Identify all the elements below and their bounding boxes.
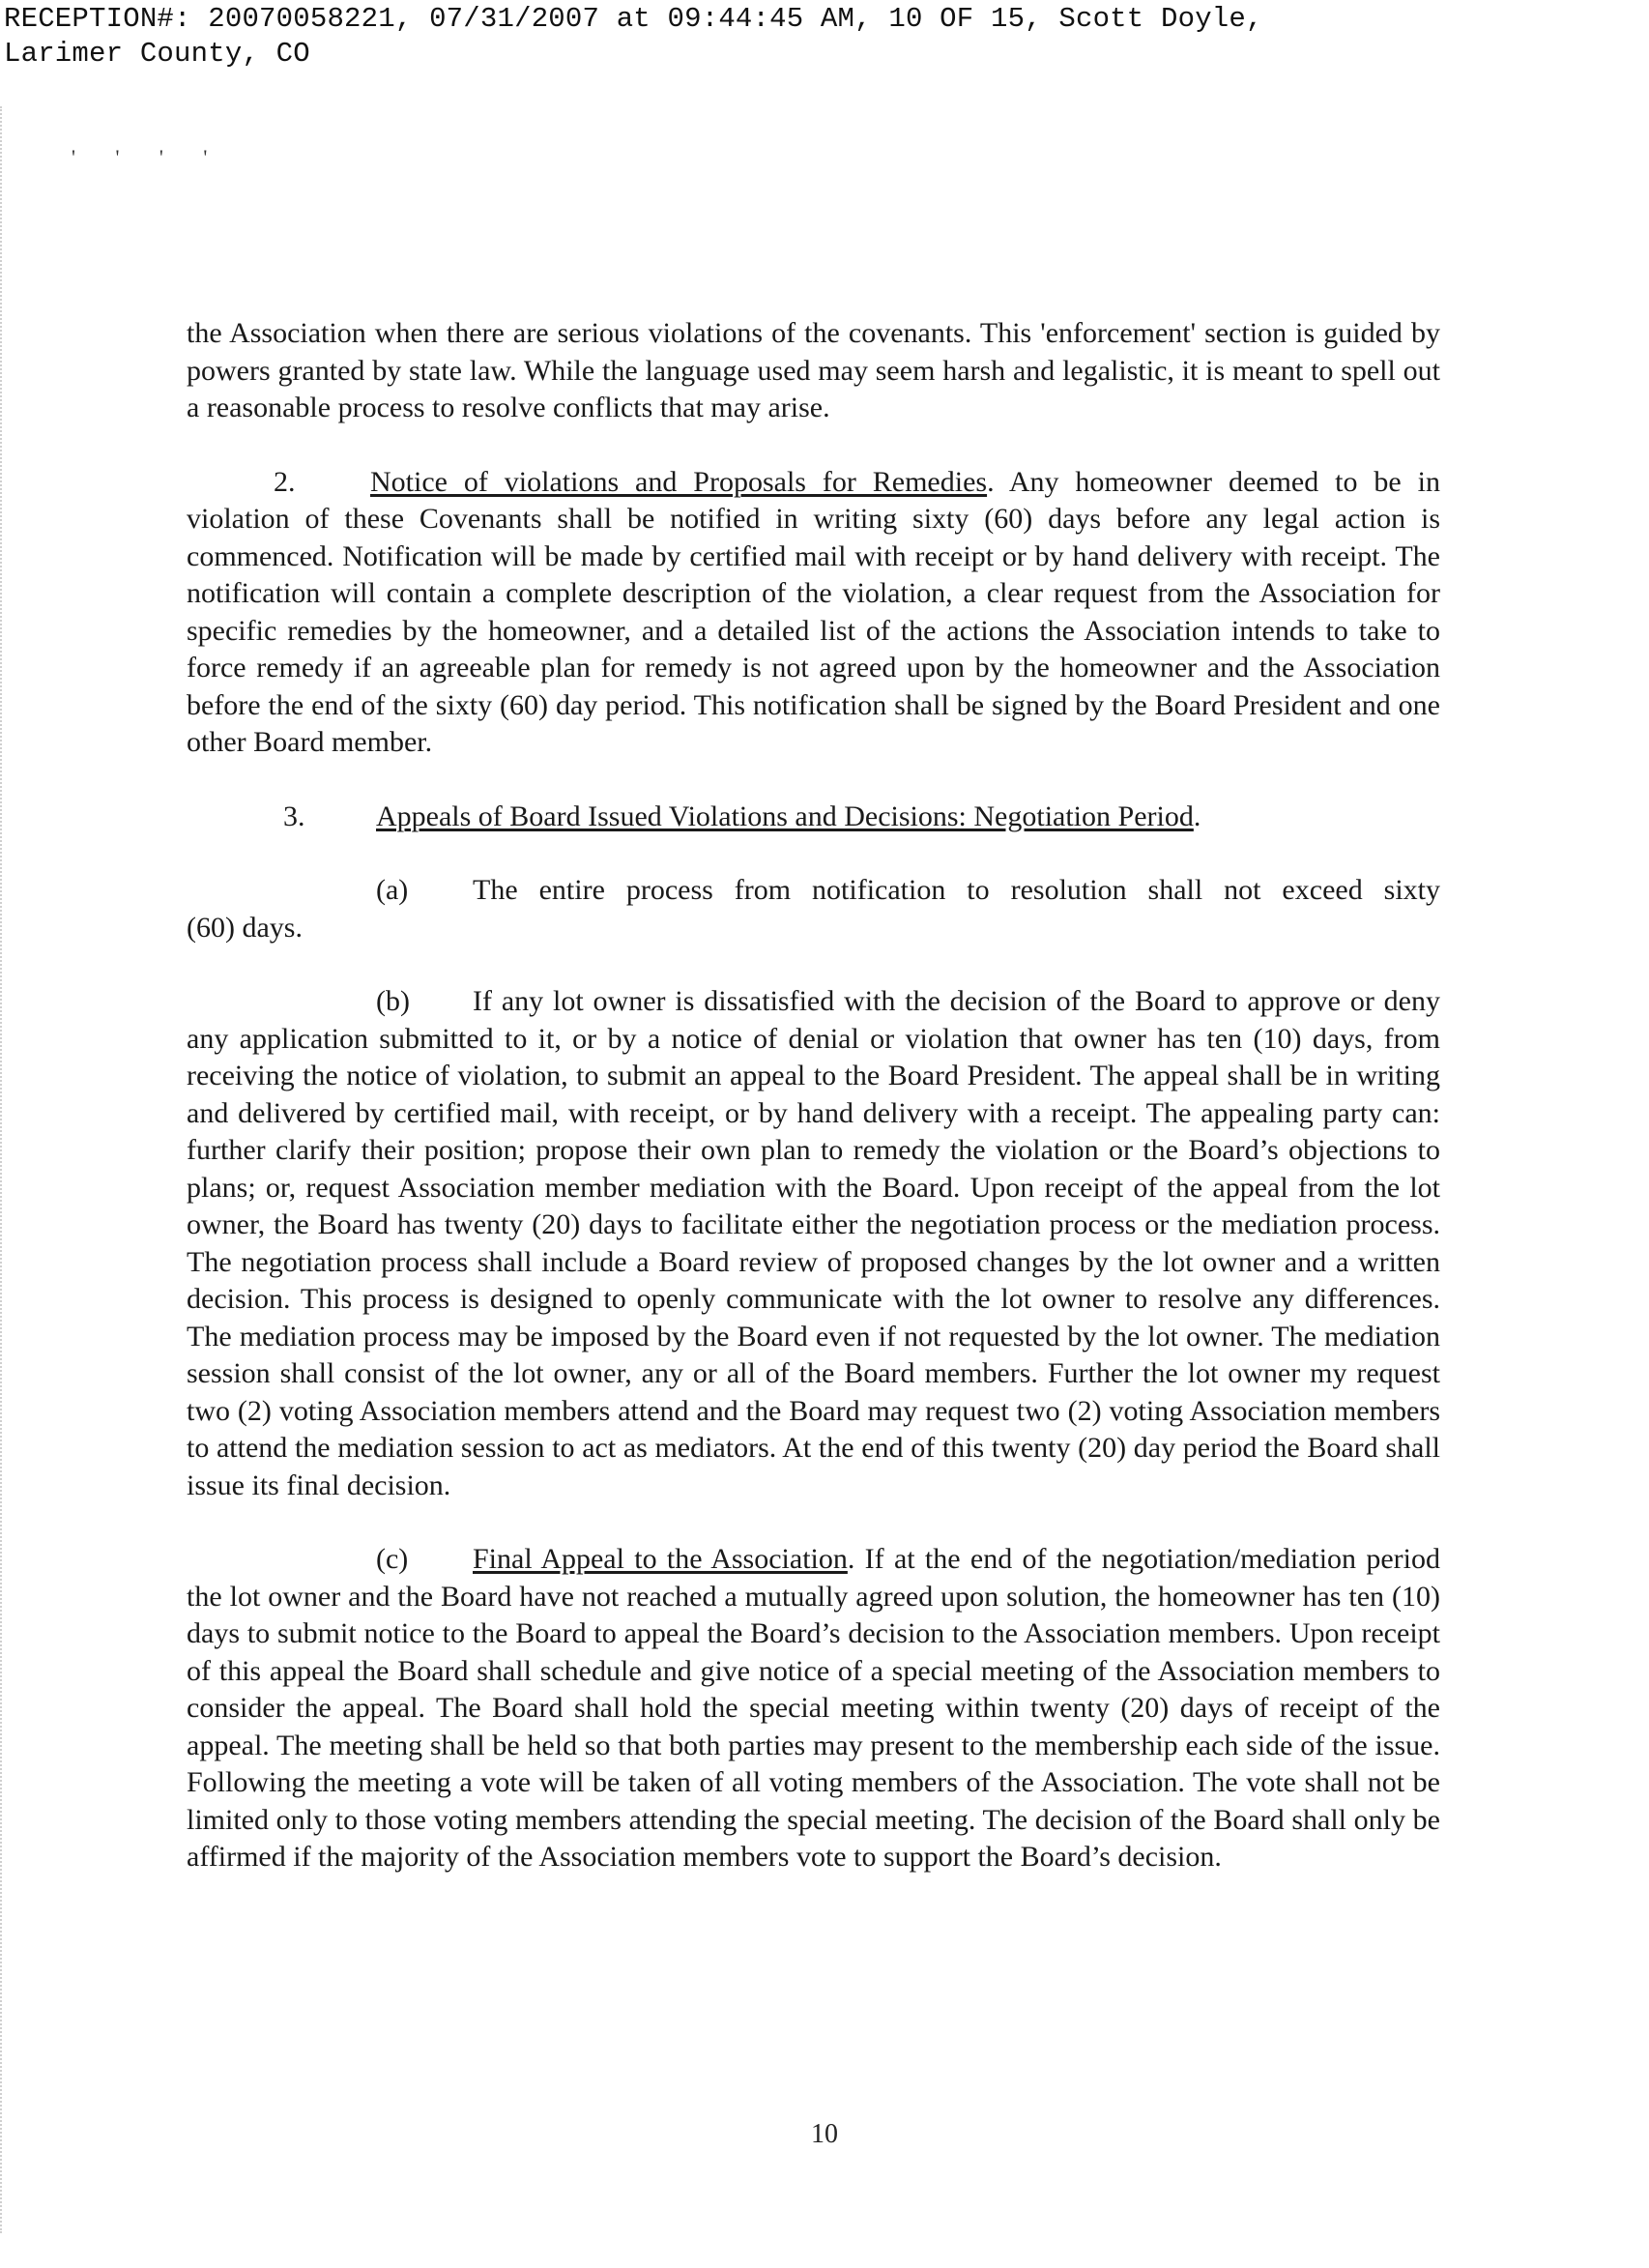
section-3-heading-end: . [1193, 800, 1201, 832]
scan-edge [0, 106, 6, 2233]
item-b-text: If any lot owner is dissatisfied with the decision of the Board to approve or deny any application submitted to it, or by a notice of denial or violation that owner has ten (10) days, from receiving the notice of violation, to submit an appeal to the Board President. The appeal shall be in writing and delivered by certified mail, with receipt, or by hand delivery with a receipt. The appealing party can: further clarify their position; propose their own plan to remedy the violation or the Board’s objections to plans; or, request Association member mediation with the Board. Upon receipt of the appeal from the lot owner, the Board has twenty (20) days to facilitate either the negotiation process or the mediation process. The negotiation process shall include a Board review of proposed changes by the lot owner and a written decision. This process is designed to openly communicate with the lot owner to resolve any differences. The mediation process may be imposed by the Board even if not requested by the lot owner. The mediation session shall consist of the lot owner, any or all of the Board members. Further the lot owner my request two (2) voting Association members attend and the Board may request two (2) voting Association members to attend the mediation session to act as mediators. At the end of this twenty (20) day period the Board shall issue its final decision. [187, 985, 1440, 1501]
item-b-tag: (b) [376, 985, 410, 1017]
recording-stamp [4, 2, 1263, 72]
scan-specks: ' ' ' ' [72, 145, 225, 169]
item-c-heading: Final Appeal to the Association [473, 1543, 848, 1575]
item-c-text: . If at the end of the negotiation/mediation period the lot owner and the Board have not reached a mutually agreed upon solution, the homeowner has ten (10) days to submit notice to the Board to appeal the Board’s decision to the Association members. Upon receipt of this appeal the Board shall schedule and give notice of a special meeting of the Association members to consider the appeal. The Board shall hold the special meeting within twenty (20) days of receipt of the appeal. The meeting shall be held so that both parties may present to the membership each side of the issue. Following the meeting a vote will be taken of all voting members of the Association. The vote shall not be limited only to those voting members attending the special meeting. The decision of the Board shall only be affirmed if the majority of the Association members vote to support the Board’s decision. [187, 1543, 1440, 1873]
item-a-line-2: (60) days. [187, 911, 303, 944]
stamp-line-1: RECEPTION#: 20070058221, 07/31/2007 at 09:44:45 AM, 10 OF 15, Scott Doyle, [4, 3, 1263, 35]
document-body [187, 315, 1440, 1876]
page-number: 10 [811, 2119, 838, 2149]
stamp-line-2: Larimer County, CO [4, 38, 310, 70]
item-c-tag: (c) [376, 1543, 409, 1575]
section-3-heading-line [187, 799, 1440, 836]
section-3-heading: Appeals of Board Issued Violations and Decisions: Negotiation Period [376, 800, 1194, 832]
section-2-paragraph [187, 464, 1440, 762]
section-2-text: . Any homeowner deemed to be in violation of these Covenants shall be notified in writing sixty (60) days before any legal action is commenced. Notification will be made by certified mail with receipt or by hand delivery with receipt. The notification will contain a complete description of the violation, a clear request from the Association for specific remedies by the homeowner, and a detailed list of the actions the Association intends to take to force remedy if an agreeable plan for remedy is not agreed upon by the homeowner and the Association before the end of the sixty (60) day period. This notification shall be signed by the Board President and one other Board member. [187, 465, 1440, 758]
intro-paragraph: the Association when there are serious violations of the covenants. This 'enforcement' section is guided by powers granted by state law. While the language used may seem harsh and legalistic, it is meant to spell out a reasonable process to resolve conflicts that may arise. [187, 317, 1440, 423]
section-2-number: 2. [274, 465, 296, 498]
section-2-heading: Notice of violations and Proposals for Remedies [370, 465, 988, 498]
item-c-paragraph [187, 1541, 1440, 1876]
item-a [187, 872, 1440, 946]
item-a-tag: (a) [376, 874, 409, 906]
section-3-number: 3. [283, 800, 305, 832]
item-a-line-1: The entire process from notification to resolution shall not exceed sixty [473, 874, 1440, 906]
item-b-paragraph [187, 983, 1440, 1504]
